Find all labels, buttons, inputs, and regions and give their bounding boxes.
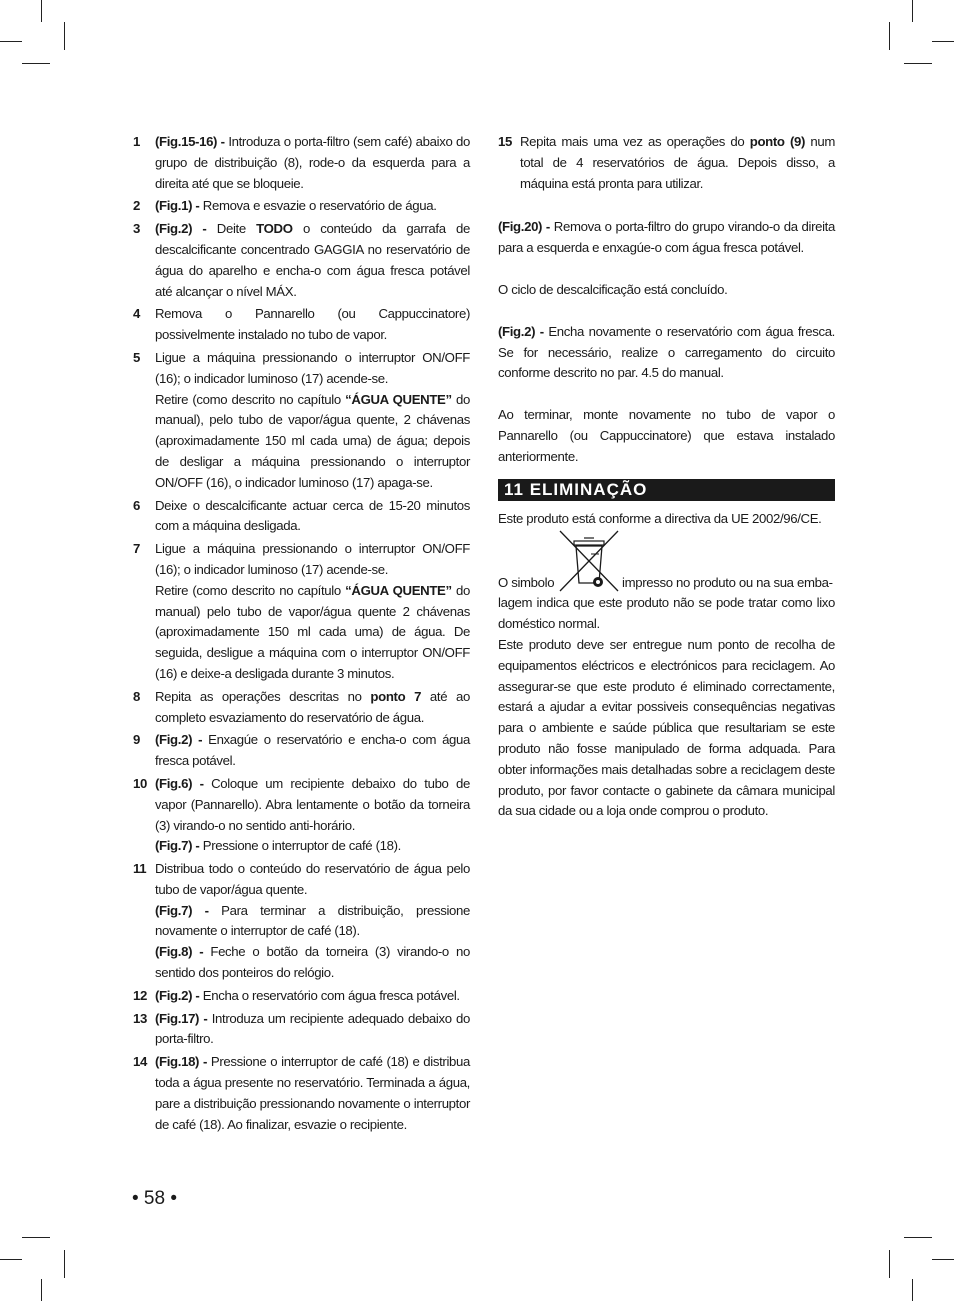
item-text: Repita as operações descritas no <box>155 688 371 704</box>
paragraph <box>498 509 835 530</box>
paragraph-text: Este produto deve ser entregue num ponto de recolha de equipamentos eléctricos e electrónicos para reciclagem. Ao assegurar-se que este produto é eliminado correctamente, estará a ajudar a evitar possiveis consequências negativas para o ambiente e saúde pública que resultariam se este produto não fosse manipulado de forma adquada. Para obter informações mais detalhadas sobre a reciclagem deste produto, por favor contacte o gabinete da câmara municipal da sua cidade ou a loja onde comprou o produto. <box>498 636 835 819</box>
item-text: do manual), pelo tubo de vapor/água quente, 2 chávenas (aproximadamente 150 ml cada uma) de água; depois de desligar a máquina pressionando o interruptor ON/OFF (16), o indicador luminoso (17) apaga-se. <box>155 391 470 490</box>
item-text: Enxagúe o reservatório e encha-o com água fresca potável. <box>155 732 471 769</box>
crop-mark <box>912 0 913 22</box>
page-number: • 58 • <box>132 1188 177 1209</box>
emphasis: ponto 7 <box>370 688 422 704</box>
paragraph-text: O simbolo <box>498 574 555 590</box>
list-item <box>133 1052 470 1135</box>
paragraph-text: lagem indica que este produto não se pode tratar como lixo doméstico normal. <box>498 595 835 632</box>
item-text: Ligue a máquina pressionando o interruptor ON/OFF (16); o indicador luminoso (17) acende-se. <box>155 349 470 386</box>
crossed-bin-icon <box>558 529 620 593</box>
item-text: Coloque um recipiente debaixo do tubo de vapor (Pannarello). Abra lentamente o botão da torneira (3) virando-o no sentido anti-horário. <box>155 775 470 833</box>
paragraph <box>498 217 835 259</box>
list-item <box>133 774 470 857</box>
figure-ref: (Fig.2) - <box>155 221 207 237</box>
item-number: 3 <box>133 221 140 237</box>
list-item <box>133 304 470 346</box>
item-text: o conteúdo da garrafa de descalcificante concentrado GAGGIA no reservatório de água do aparelho e encha-o com água fresca potável até alcançar o nível MÁX. <box>155 221 470 299</box>
section-heading: 11 ELIMINAÇÃO <box>498 479 835 501</box>
list-item <box>133 986 470 1007</box>
emphasis: ponto (9) <box>749 134 806 149</box>
crop-mark <box>904 1237 932 1238</box>
item-text: do manual) pelo tubo de vapor/água quente 2 chávenas (aproximadamente 150 ml cada uma) de água. De seguida, desligue a máquina com o interruptor ON/OFF (16) e deixe-a desligada durante 3 minutos. <box>155 582 470 681</box>
paragraph <box>498 635 835 822</box>
emphasis: “ÁGUA QUENTE” <box>345 582 452 598</box>
item-text: Distribua todo o conteúdo do reservatório de água pelo tubo de vapor/água quente. <box>155 861 470 897</box>
list-item <box>133 496 470 538</box>
item-text: Ligue a máquina pressionando o interruptor ON/OFF (16); o indicador luminoso (17) acende-se. <box>155 541 470 577</box>
crop-mark <box>932 1259 954 1260</box>
crop-mark <box>904 63 932 64</box>
crop-mark <box>889 1250 890 1278</box>
crop-mark <box>0 1259 22 1260</box>
item-number: 12 <box>133 987 147 1003</box>
item-text: num total de 4 reservatórios de água. Depois disso, a máquina está pronta para utilizar. <box>520 134 835 191</box>
list-item <box>133 348 470 494</box>
paragraph-text: impresso no produto ou na sua emba- <box>622 574 833 590</box>
item-number: 1 <box>133 134 140 149</box>
paragraph-text: Ao terminar, monte novamente no tubo de vapor o Pannarello (ou Cappuccinatore) que estava instalado anteriormente. <box>498 407 835 464</box>
list-item <box>133 219 470 302</box>
item-number: 14 <box>133 1054 147 1070</box>
item-text: Encha o reservatório com água fresca potável. <box>199 987 460 1003</box>
item-text: Feche o botão da torneira (3) virando-o no sentido dos ponteiros do relógio. <box>155 944 470 981</box>
emphasis: “ÁGUA QUENTE” <box>345 391 452 407</box>
figure-ref: (Fig.6) - <box>155 775 204 791</box>
item-number: 2 <box>133 198 140 214</box>
crop-mark <box>0 41 22 42</box>
item-text: até ao completo esvaziamento do reservatório de água. <box>155 688 470 725</box>
figure-ref: (Fig.15-16) - <box>155 134 225 149</box>
figure-ref: (Fig.1) - <box>155 198 200 214</box>
paragraph <box>498 322 835 384</box>
item-number: 13 <box>133 1010 147 1026</box>
item-text: Retire (como descrito no capítulo <box>155 391 346 407</box>
item-text: Introduza um recipiente adequado debaixo do porta-filtro. <box>155 1010 470 1047</box>
item-text: Remova e esvazie o reservatório de água. <box>199 198 437 214</box>
crop-mark <box>41 1279 42 1301</box>
item-text: Deite <box>206 221 257 237</box>
crop-mark <box>22 1237 50 1238</box>
paragraph-text: Encha novamente o reservatório com água fresca. Se for necessário, realize o carregamento do circuito conforme descrito no par. 4.5 do manual. <box>498 323 835 381</box>
item-number: 15 <box>498 134 512 149</box>
paragraph <box>498 280 835 301</box>
paragraph <box>498 405 835 467</box>
crop-mark <box>912 1279 913 1301</box>
list-item <box>133 859 470 984</box>
symbol-line <box>498 529 835 593</box>
item-text: Pressione o interruptor de café (18) e distribua toda a água presente no reservatório. Terminada a água, pare a distribuição pressionando novamente o interruptor de café (18). Ao finalizar, esvazie o recipiente. <box>155 1054 470 1132</box>
list-item <box>133 1009 470 1051</box>
item-number: 6 <box>133 497 140 513</box>
figure-ref: (Fig.7) - <box>155 838 200 854</box>
item-number: 8 <box>133 688 140 704</box>
figure-ref: (Fig.7) - <box>155 902 209 918</box>
item-text: Pressione o interruptor de café (18). <box>199 838 401 854</box>
paragraph-text: Este produto está conforme a directiva da UE 2002/96/CE. <box>498 510 822 526</box>
crop-mark <box>64 22 65 50</box>
item-number: 9 <box>133 732 140 748</box>
item-number: 10 <box>133 775 147 791</box>
figure-ref: (Fig.18) - <box>155 1054 208 1070</box>
list-item <box>133 730 470 772</box>
crop-mark <box>41 0 42 22</box>
item-text: Remova o Pannarello (ou Cappuccinatore) possivelmente instalado no tubo de vapor. <box>155 306 470 343</box>
paragraph <box>498 593 835 635</box>
item-text: Para terminar a distribuição, pressione novamente o interruptor de café (18). <box>155 902 470 939</box>
item-number: 4 <box>133 306 140 322</box>
figure-ref: (Fig.20) - <box>498 219 550 235</box>
figure-ref: (Fig.8) - <box>155 944 204 960</box>
item-number: 5 <box>133 349 140 365</box>
figure-ref: (Fig.2) - <box>155 732 203 748</box>
crop-mark <box>932 41 954 42</box>
figure-ref: (Fig.2) - <box>155 987 200 1003</box>
paragraph-text: O ciclo de descalcificação está concluído. <box>498 281 728 297</box>
list-item <box>133 687 470 729</box>
item-text: Repita mais uma vez as operações do <box>520 134 750 149</box>
figure-ref: (Fig.2) - <box>498 323 544 339</box>
item-text: Retire (como descrito no capítulo <box>155 582 346 598</box>
item-text: Deixe o descalcificante actuar cerca de 15-20 minutos com a máquina desligada. <box>155 497 470 534</box>
right-column <box>498 132 835 822</box>
list-item <box>133 539 470 685</box>
list-item <box>498 132 835 194</box>
list-item <box>133 196 470 217</box>
crop-mark <box>22 63 50 64</box>
crop-mark <box>889 22 890 50</box>
emphasis: TODO <box>256 221 293 237</box>
figure-ref: (Fig.17) - <box>155 1010 208 1026</box>
left-column <box>133 132 470 1137</box>
paragraph-text: Remova o porta-filtro do grupo virando-o da direita para a esquerda e enxagúe-o com água fresca potável. <box>498 219 835 256</box>
item-number: 7 <box>133 541 140 557</box>
item-number: 11 <box>133 861 147 877</box>
list-item <box>133 132 470 194</box>
crop-mark <box>64 1250 65 1278</box>
item-text: Introduza o porta-filtro (sem café) abaixo do grupo de distribuição (8), rode-o da esquerda para a direita até que se bloqueie. <box>155 134 470 191</box>
